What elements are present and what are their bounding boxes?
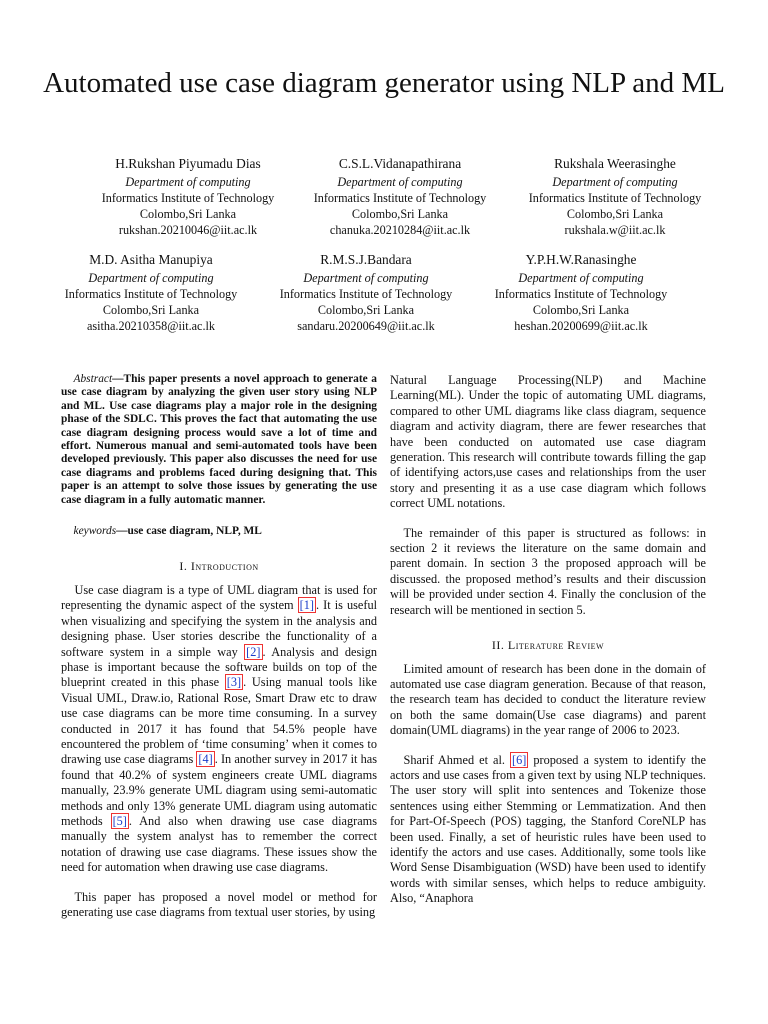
text-run: Use case diagram is a type of UML diagram that is used for representing the dynamic aspect of the system: [61, 582, 377, 613]
author-department: Department of computing: [303, 271, 429, 285]
author-department: Department of computing: [552, 175, 678, 189]
intro-paragraph-2-continued: Natural Language Processing(NLP) and Machine Learning(ML). Under the topic of automating UML diagrams, compared to other UML diagrams like class diagram, sequence diagram and activity diagram, there are fewer researches that have been conducted on automated use case diagram generation. This research will contribute towards filling the gap of identifying actors,use cases and relationships from the user story and presenting it as a use case diagram which follows correct UML notations.: [390, 373, 706, 511]
author-block: [41, 252, 261, 334]
text-run: . In another survey in 2017 it has found that 40.2% of system engineers create UML diagrams manually, 23.9% generate UML diagram using semi-automatic methods and only 13% generate UML diagram using automatic methods: [61, 752, 377, 828]
text-run: . It is useful when visualizing and specifying the system in the analysis and designing phase. User stories describe the functionality of a software system in a simple way: [61, 598, 378, 659]
author-email: chanuka.20210284@iit.ac.lk: [329, 223, 471, 237]
author-email: rukshala.w@iit.ac.lk: [564, 223, 666, 237]
section-number: II.: [491, 638, 508, 653]
keywords-text: —use case diagram, NLP, ML: [116, 525, 262, 538]
author-department: Department of computing: [337, 175, 463, 189]
author-email: sandaru.20200649@iit.ac.lk: [297, 319, 435, 333]
author-name: R.M.S.J.Bandara: [320, 252, 412, 267]
literature-paragraph-1: Limited amount of research has been done in the domain of automated use case diagram generation. Because of that reason, the research team has decided to conduct the literature review on both the same domain(Use case diagrams) and parent domain(UML diagrams) in the year range of 2006 to 2023.: [390, 661, 706, 738]
author-location: Colombo,Sri Lanka: [317, 303, 415, 317]
author-institution: Informatics Institute of Technology: [64, 287, 238, 301]
citation-link[interactable]: [5]: [112, 813, 127, 828]
author-institution: Informatics Institute of Technology: [279, 287, 453, 301]
author-location: Colombo,Sri Lanka: [532, 303, 630, 317]
citation-link[interactable]: [6]: [512, 752, 527, 767]
right-column: [390, 373, 706, 907]
author-location: Colombo,Sri Lanka: [139, 207, 237, 221]
abstract: [61, 373, 377, 507]
section-heading-literature-review: [390, 638, 706, 653]
author-institution: Informatics Institute of Technology: [313, 191, 487, 205]
abstract-lead: Abstract: [73, 373, 113, 385]
abstract-text: —This paper presents a novel approach to generate a use case diagram by analyzing the given user story using NLP and ML. Use case diagrams play a major role in the designing phase of the SDLC. This proves the fact that automating the use case diagram designing process would save a lot of time and effort. Numerous manual and semi-automated tools have been developed previously. This paper also discusses the need for use case diagrams and problems faced during designing that. This paper is an attempt to solve those issues by generating the use case diagram in a fully automatic manner.: [61, 373, 377, 506]
author-name: H.Rukshan Piyumadu Dias: [115, 156, 261, 171]
author-email: rukshan.20210046@iit.ac.lk: [118, 223, 258, 237]
author-location: Colombo,Sri Lanka: [102, 303, 200, 317]
citation-link[interactable]: [3]: [226, 675, 242, 690]
intro-paragraph-3: The remainder of this paper is structured as follows: in section 2 it reviews the literature on the same domain and parent domain. In section 3 the proposed approach will be discussed. the proposed method’s results and their discussion will be provided under section 4. Finally the conclusion of the research will be mentioned in section 5.: [390, 525, 706, 617]
author-block: [505, 156, 725, 238]
text-run: proposed a system to identify the actors and use cases from a given text by using NLP techniques. The user story will split into sentences and Tokenize those sentences using either Stemming or Lemmatization. And then for Part-Of-Speech (POS) tagging, the Stanford CoreNLP has been used. Finally, a set of heuristic rules have been used to identify the actors and use cases. Additionally, some tools like Word Sense Disambiguation (WSD) have been used to identify words with similar senses, which helps to reduce ambiguity. Also, “Anaphora: [390, 752, 706, 906]
left-column: [61, 373, 377, 920]
author-institution: Informatics Institute of Technology: [494, 287, 668, 301]
text-run: . Using manual tools like Visual UML, Draw.io, Rational Rose, Smart Draw etc to draw use case diagrams can be more time consuming. In a survey conducted in 2017 it has found that 54.5% people have encountered the problem of ‘time consuming’ when it comes to drawing use case diagrams: [61, 675, 377, 767]
author-block: [256, 252, 476, 334]
text-run: . And also when drawing use case diagrams manually the system analyst has to remember the correct notation of drawing use case diagrams. These issues show the need for automation when drawing use case diagrams.: [61, 813, 377, 875]
author-department: Department of computing: [518, 271, 644, 285]
paper-title: Automated use case diagram generator using NLP and ML: [43, 67, 725, 99]
keywords-lead: keywords: [73, 525, 117, 538]
author-email: heshan.20200699@iit.ac.lk: [514, 319, 648, 333]
citation-link[interactable]: [1]: [299, 598, 315, 613]
intro-paragraph-1: [61, 583, 377, 876]
intro-paragraph-2: This paper has proposed a novel model or method for generating use case diagrams from textual user stories, by using: [61, 889, 377, 919]
author-institution: Informatics Institute of Technology: [528, 191, 702, 205]
author-block: [290, 156, 510, 238]
author-block: [78, 156, 298, 238]
keywords: [61, 524, 377, 539]
author-email: asitha.20210358@iit.ac.lk: [87, 319, 215, 333]
citation-link[interactable]: [4]: [198, 752, 213, 767]
author-name: Y.P.H.W.Ranasinghe: [525, 252, 637, 267]
author-department: Department of computing: [88, 271, 214, 285]
section-heading-introduction: [61, 559, 377, 574]
citation-link[interactable]: [2]: [246, 644, 261, 659]
section-title: Introduction: [190, 559, 259, 574]
author-institution: Informatics Institute of Technology: [101, 191, 275, 205]
author-department: Department of computing: [125, 175, 251, 189]
section-number: I.: [179, 559, 191, 574]
author-name: M.D. Asitha Manupiya: [89, 252, 213, 267]
author-location: Colombo,Sri Lanka: [351, 207, 449, 221]
author-location: Colombo,Sri Lanka: [566, 207, 664, 221]
section-title: Literature Review: [507, 638, 605, 653]
author-name: C.S.L.Vidanapathirana: [338, 156, 462, 171]
text-run: Sharif Ahmed et al.: [403, 752, 510, 767]
author-block: [471, 252, 691, 334]
author-name: Rukshala Weerasinghe: [554, 156, 676, 171]
text-run: . Analysis and design phase is important because the software builds on top of the blueprint created in this phase: [61, 644, 377, 690]
literature-paragraph-2: [390, 753, 706, 907]
